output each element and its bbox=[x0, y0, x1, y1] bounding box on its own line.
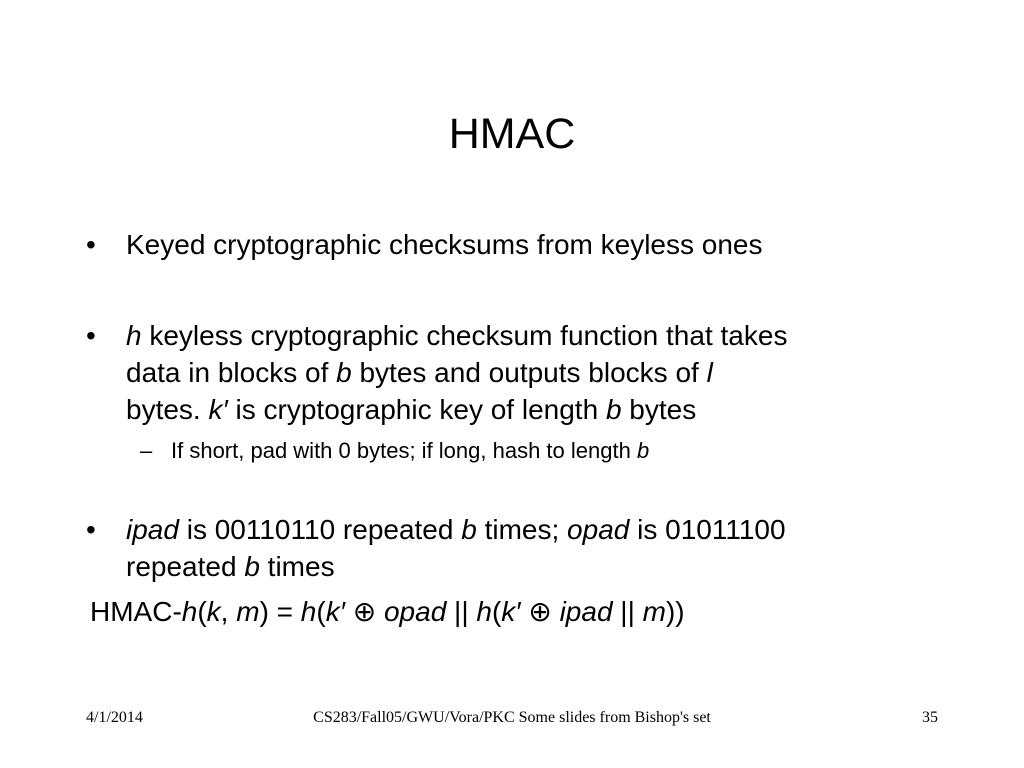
xor-symbol: ⊕ bbox=[520, 596, 560, 627]
slide-title: HMAC bbox=[448, 110, 576, 158]
var-ipad: ipad bbox=[559, 596, 613, 627]
bullet-3-line-2 bbox=[126, 548, 335, 586]
var-b: b bbox=[336, 357, 352, 388]
var-l: l bbox=[706, 357, 713, 388]
var-h: h bbox=[476, 596, 492, 627]
concat-symbol: || bbox=[446, 596, 477, 627]
concat-symbol: || bbox=[612, 596, 643, 627]
var-m: m bbox=[236, 596, 260, 627]
var-h: h bbox=[300, 596, 317, 627]
bullet-3-line-1 bbox=[126, 511, 786, 549]
bullet-2-line-3 bbox=[126, 391, 696, 429]
text-span: If short, pad with 0 bytes; if long, hash to length bbox=[171, 438, 637, 463]
text-span: is cryptographic key of length bbox=[227, 394, 606, 425]
text-span: ) = bbox=[259, 596, 301, 627]
var-b: b bbox=[636, 438, 650, 463]
var-ipad: ipad bbox=[126, 514, 179, 545]
bullet-2-line-2 bbox=[126, 354, 713, 392]
var-h: h bbox=[126, 320, 142, 351]
var-opad: opad bbox=[383, 596, 447, 627]
sub-bullet-marker: – bbox=[140, 438, 153, 463]
footer-page-number: 35 bbox=[922, 709, 938, 726]
var-k: k bbox=[206, 596, 221, 627]
text-span: data in blocks of bbox=[126, 357, 337, 388]
text-span: bytes. bbox=[126, 394, 209, 425]
text-span: keyless cryptographic checksum function that takes bbox=[141, 320, 788, 351]
text-span: is 00110110 repeated bbox=[178, 514, 462, 545]
text-span: ( bbox=[316, 596, 326, 627]
var-h: h bbox=[181, 596, 198, 627]
footer-date: 4/1/2014 bbox=[86, 709, 143, 726]
var-k-prime: k′ bbox=[325, 596, 345, 627]
var-k-prime: k′ bbox=[501, 596, 521, 627]
text-span: is 01011100 bbox=[629, 514, 786, 545]
bullet-marker: • bbox=[86, 320, 96, 351]
bullet-marker: • bbox=[86, 514, 96, 545]
bullet-1-text: Keyed cryptographic checksums from keyless ones bbox=[126, 229, 763, 260]
text-span: HMAC- bbox=[90, 596, 182, 627]
var-m: m bbox=[642, 596, 666, 627]
text-span: repeated bbox=[126, 551, 245, 582]
sub-bullet-text bbox=[171, 436, 649, 466]
text-span: ( bbox=[197, 596, 207, 627]
var-b: b bbox=[244, 551, 260, 582]
text-span: times; bbox=[476, 514, 568, 545]
bullet-2-line-1 bbox=[126, 317, 787, 355]
text-span: bytes bbox=[621, 394, 697, 425]
var-opad: opad bbox=[567, 514, 630, 545]
var-k-prime: k′ bbox=[208, 394, 228, 425]
text-span: times bbox=[259, 551, 335, 582]
text-span: ( bbox=[491, 596, 502, 627]
text-span: , bbox=[220, 596, 237, 627]
text-span: bytes and outputs blocks of bbox=[351, 357, 707, 388]
text-span: )) bbox=[665, 596, 685, 627]
var-b: b bbox=[605, 394, 622, 425]
xor-symbol: ⊕ bbox=[344, 596, 384, 627]
var-b: b bbox=[461, 514, 477, 545]
bullet-marker: • bbox=[86, 229, 96, 260]
hmac-formula bbox=[90, 593, 685, 631]
footer-course: CS283/Fall05/GWU/Vora/PKC Some slides from Bishop's set bbox=[313, 709, 711, 726]
